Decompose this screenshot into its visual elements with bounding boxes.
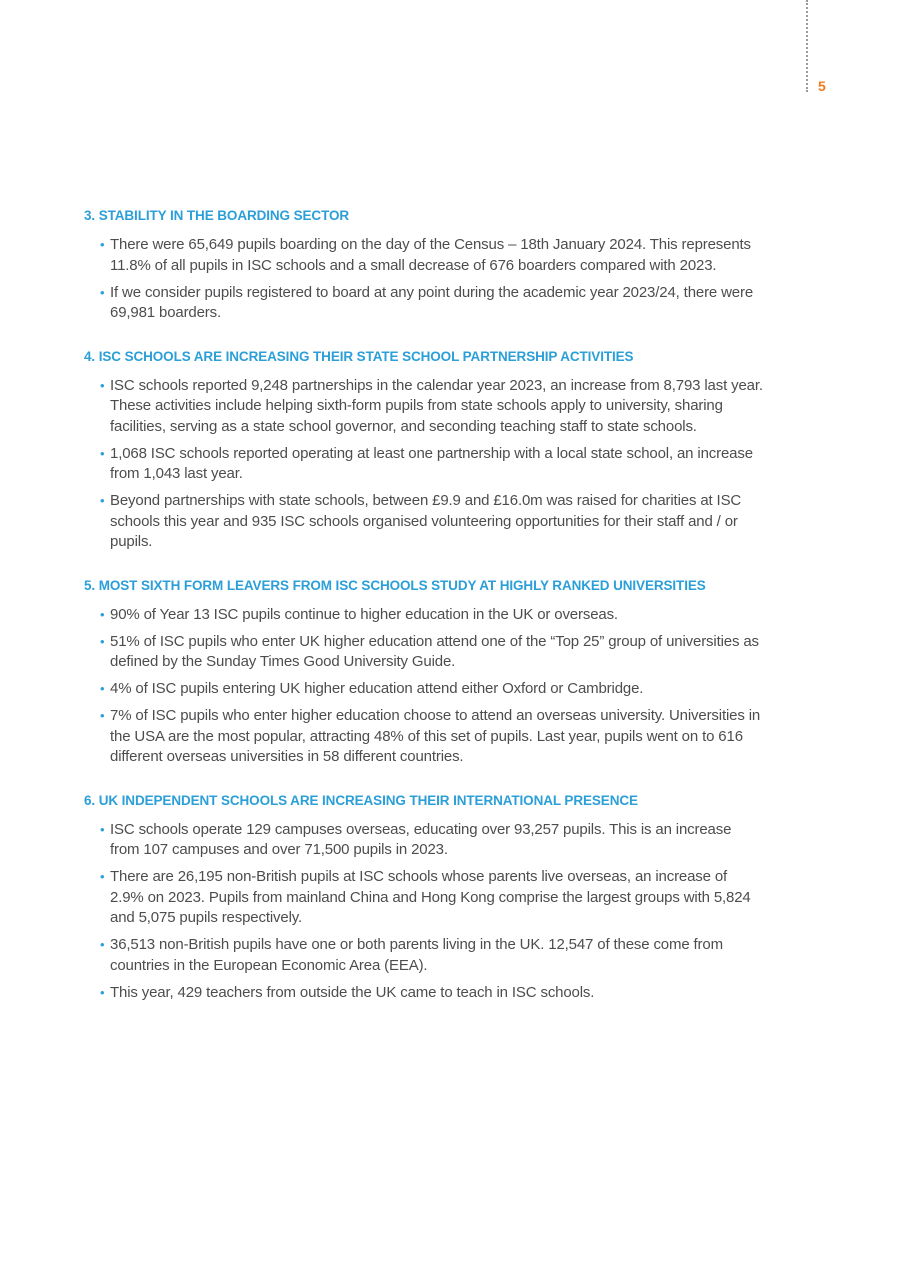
bullet-text: 7% of ISC pupils who enter higher education choose to attend an overseas university. Universities in the USA are the most popular, attracting 48% of this set of pupils. Last year, pupils went on to 616 different overseas universities in 58 different countries. [110,707,761,765]
document-body [84,207,764,1027]
bullet-text: 36,513 non-British pupils have one or both parents living in the UK. 12,547 of these come from countries in the European Economic Area (EEA). [110,936,723,974]
section-international [84,792,764,1004]
bullet-item [100,867,764,929]
bullet-item [100,605,764,626]
bullet-item [100,444,764,485]
bullet-text: There are 26,195 non-British pupils at ISC schools whose parents live overseas, an increase of 2.9% on 2023. Pupils from mainland China and Hong Kong comprise the largest groups with 5,824 and 5,075 pupils respectively. [110,868,751,926]
bullet-item [100,491,764,553]
bullet-item [100,632,764,673]
bullet-item [100,679,764,700]
bullet-item [100,283,764,324]
bullet-text: ISC schools operate 129 campuses overseas, educating over 93,257 pupils. This is an increase from 107 campuses and over 71,500 pupils in 2023. [110,820,732,858]
bullet-icon: • [100,984,105,1000]
page-divider-rule [806,0,808,92]
bullet-item [100,235,764,276]
bullet-item [100,820,764,861]
bullet-list [84,605,764,768]
section-heading: 5. MOST SIXTH FORM LEAVERS FROM ISC SCHOOLS STUDY AT HIGHLY RANKED UNIVERSITIES [84,577,706,593]
bullet-icon: • [100,493,105,508]
bullet-list [84,235,764,324]
bullet-icon: • [100,681,105,696]
section-heading: 3. STABILITY IN THE BOARDING SECTOR [84,208,350,223]
bullet-icon: • [100,606,105,622]
section-heading: 4. ISC SCHOOLS ARE INCREASING THEIR STATE SCHOOL PARTNERSHIP ACTIVITIES [84,348,634,364]
bullet-icon: • [100,708,105,723]
bullet-text: 90% of Year 13 ISC pupils continue to higher education in the UK or overseas. [110,605,618,623]
section-heading: 6. UK INDEPENDENT SCHOOLS ARE INCREASING THEIR INTERNATIONAL PRESENCE [84,792,638,808]
bullet-item [100,935,764,976]
bullet-text: This year, 429 teachers from outside the UK came to teach in ISC schools. [110,983,595,1001]
bullet-icon: • [100,633,105,649]
bullet-text: Beyond partnerships with state schools, between £9.9 and £16.0m was raised for charities at ISC schools this year and 935 ISC schools organised volunteering opportunities for their staff and / or pupils. [110,492,742,550]
bullet-item [100,706,764,768]
bullet-icon: • [100,821,105,837]
bullet-text: There were 65,649 pupils boarding on the day of the Census – 18th January 2024. This represents 11.8% of all pupils in ISC schools and a small decrease of 676 boarders compared with 2023. [110,236,751,274]
bullet-icon: • [100,869,105,884]
bullet-text: 51% of ISC pupils who enter UK higher education attend one of the “Top 25” group of universities as defined by the Sunday Times Good University Guide. [110,632,759,670]
bullet-text: 1,068 ISC schools reported operating at least one partnership with a local state school, an increase from 1,043 last year. [110,444,753,482]
bullet-item [100,376,764,438]
bullet-icon: • [100,377,105,393]
bullet-text: If we consider pupils registered to board at any point during the academic year 2023/24, there were 69,981 boarders. [110,283,754,321]
bullet-icon: • [100,237,105,252]
bullet-icon: • [100,284,105,300]
bullet-text: ISC schools reported 9,248 partnerships in the calendar year 2023, an increase from 8,793 last year. These activities include helping sixth-form pupils from state schools apply to university, sharing facilities, serving as a state school governor, and seconding teaching staff to state schools. [110,376,763,435]
section-universities [84,577,764,768]
bullet-list [84,820,764,1004]
section-partnerships [84,348,764,553]
page-number: 5 [818,78,826,94]
section-boarding [84,207,764,324]
bullet-icon: • [100,937,105,952]
bullet-icon: • [100,445,105,461]
bullet-text: 4% of ISC pupils entering UK higher education attend either Oxford or Cambridge. [110,680,644,697]
bullet-list [84,376,764,553]
bullet-item [100,983,764,1004]
